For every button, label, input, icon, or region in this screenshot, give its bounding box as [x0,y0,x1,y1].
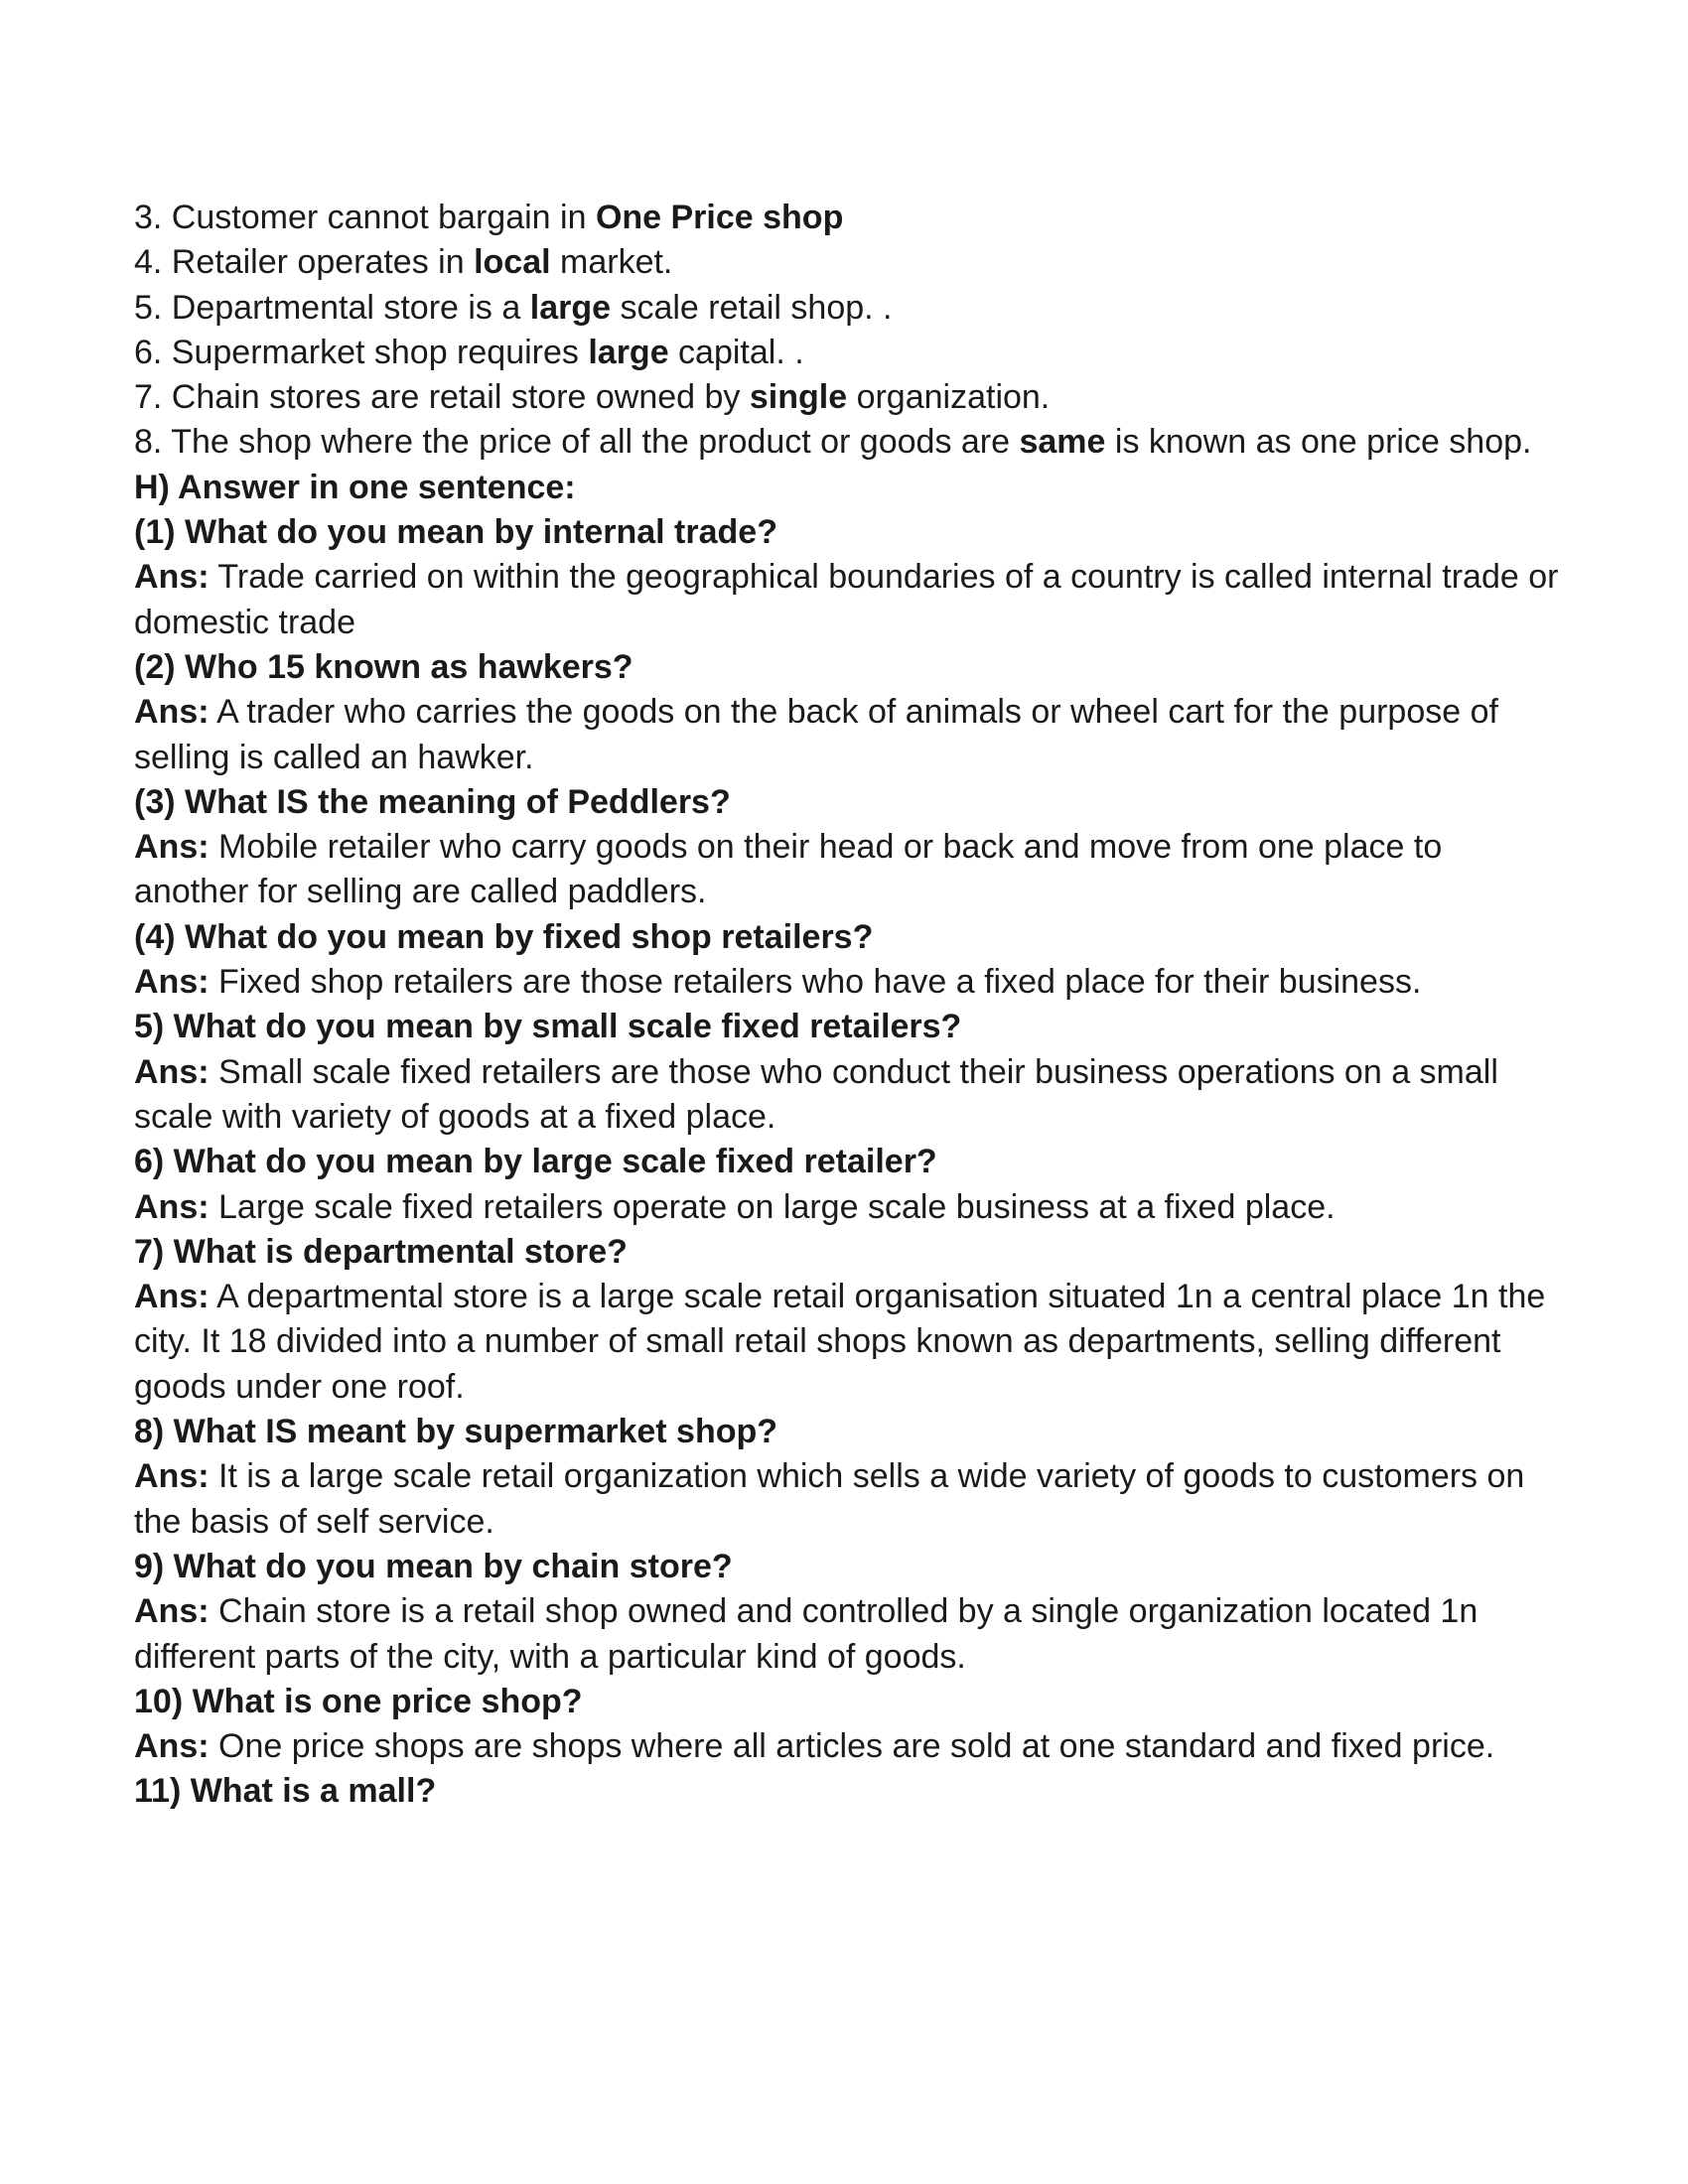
answer [134,555,1564,645]
answer-text: Small scale fixed retailers are those who conduct their business operations on a small scale with variety of goods at a fixed place. [134,1052,1498,1136]
fill-blank-text: 4. Retailer operates in [134,243,475,282]
answer [134,690,1564,780]
fill-blank-item [134,196,1564,240]
fill-blank-item [134,286,1564,331]
fill-blank-item [134,240,1564,285]
answer-label: Ans: [134,558,210,597]
document-body [134,196,1564,1815]
answer-text: One price shops are shops where all articles are sold at one standard and fixed price. [209,1727,1495,1766]
answer-text: Fixed shop retailers are those retailers who have a fixed place for their business. [209,963,1422,1002]
answer [134,1050,1564,1141]
answer-text: Trade carried on within the geographical boundaries of a country is called internal trade or domestic trade [134,558,1559,641]
answer-label: Ans: [134,1592,210,1631]
fill-blank-text: organization. [847,378,1051,417]
fill-blank-text: 8. The shop where the price of all the product or goods are [134,423,1020,462]
question: (3) What IS the meaning of Peddlers? [134,782,731,821]
fill-blank-text: 3. Customer cannot bargain in [134,199,596,236]
answer [134,1275,1564,1410]
answer-label: Ans: [134,1052,210,1091]
question: (2) Who 15 known as hawkers? [134,647,633,686]
fill-blank-text: capital. . [668,333,804,371]
fill-blank-item [134,420,1564,465]
fill-blank-answer: single [749,378,848,417]
fill-blank-text: is known as one price shop. [1105,423,1532,462]
fill-blank-item [134,331,1564,375]
fill-blank-answer: One Price shop [595,199,844,236]
answer-text: Large scale fixed retailers operate on large scale business at a fixed place. [209,1187,1336,1226]
fill-blank-text: 7. Chain stores are retail store owned by [134,378,750,417]
question: 6) What do you mean by large scale fixed retailer? [134,1143,937,1181]
answer [134,960,1564,1005]
question: 8) What IS meant by supermarket shop? [134,1413,778,1451]
question: 9) What do you mean by chain store? [134,1547,733,1585]
fill-blank-item [134,375,1564,420]
answer-text: Mobile retailer who carry goods on their head or back and move from one place to another for selling are called paddlers. [134,828,1443,911]
question: 5) What do you mean by small scale fixed retailers? [134,1008,962,1046]
answer-label: Ans: [134,1727,210,1766]
fill-blank-answer: large [529,288,612,327]
answer-label: Ans: [134,1187,210,1226]
answer [134,1589,1564,1680]
answer-text: A trader who carries the goods on the back of animals or wheel cart for the purpose of selling is called an hawker. [134,693,1498,776]
answer-text: It is a large scale retail organization which sells a wide variety of goods to customers on the basis of self service. [134,1457,1525,1541]
answer-label: Ans: [134,1457,210,1496]
answer [134,1724,1564,1769]
fill-blank-text: scale retail shop. . [611,288,893,327]
answer [134,1185,1564,1230]
question: (1) What do you mean by internal trade? [134,513,777,552]
fill-blank-answer: large [588,333,669,371]
answer-label: Ans: [134,963,210,1002]
answer [134,825,1564,915]
question: (4) What do you mean by fixed shop retailers? [134,917,874,956]
answer-label: Ans: [134,693,210,732]
fill-blank-answer: same [1019,423,1106,462]
answer-label: Ans: [134,828,210,867]
answer-text: A departmental store is a large scale retail organisation situated 1n a central place 1n the city. It 18 divided into a number of small retail shops known as departments, selling different goods under one roof. [134,1278,1546,1406]
question: 7) What is departmental store? [134,1232,628,1271]
fill-blank-text: market. [550,243,673,282]
section-heading: H) Answer in one sentence: [134,468,576,506]
answer [134,1454,1564,1545]
fill-blank-text: 5. Departmental store is a [134,288,530,327]
fill-blank-answer: local [474,243,551,282]
question: 11) What is a mall? [134,1772,437,1811]
fill-blank-text: 6. Supermarket shop requires [134,333,589,371]
question: 10) What is one price shop? [134,1682,583,1720]
answer-text: Chain store is a retail shop owned and controlled by a single organization located 1n different parts of the city, with a particular kind of goods. [134,1592,1478,1676]
answer-label: Ans: [134,1278,210,1316]
